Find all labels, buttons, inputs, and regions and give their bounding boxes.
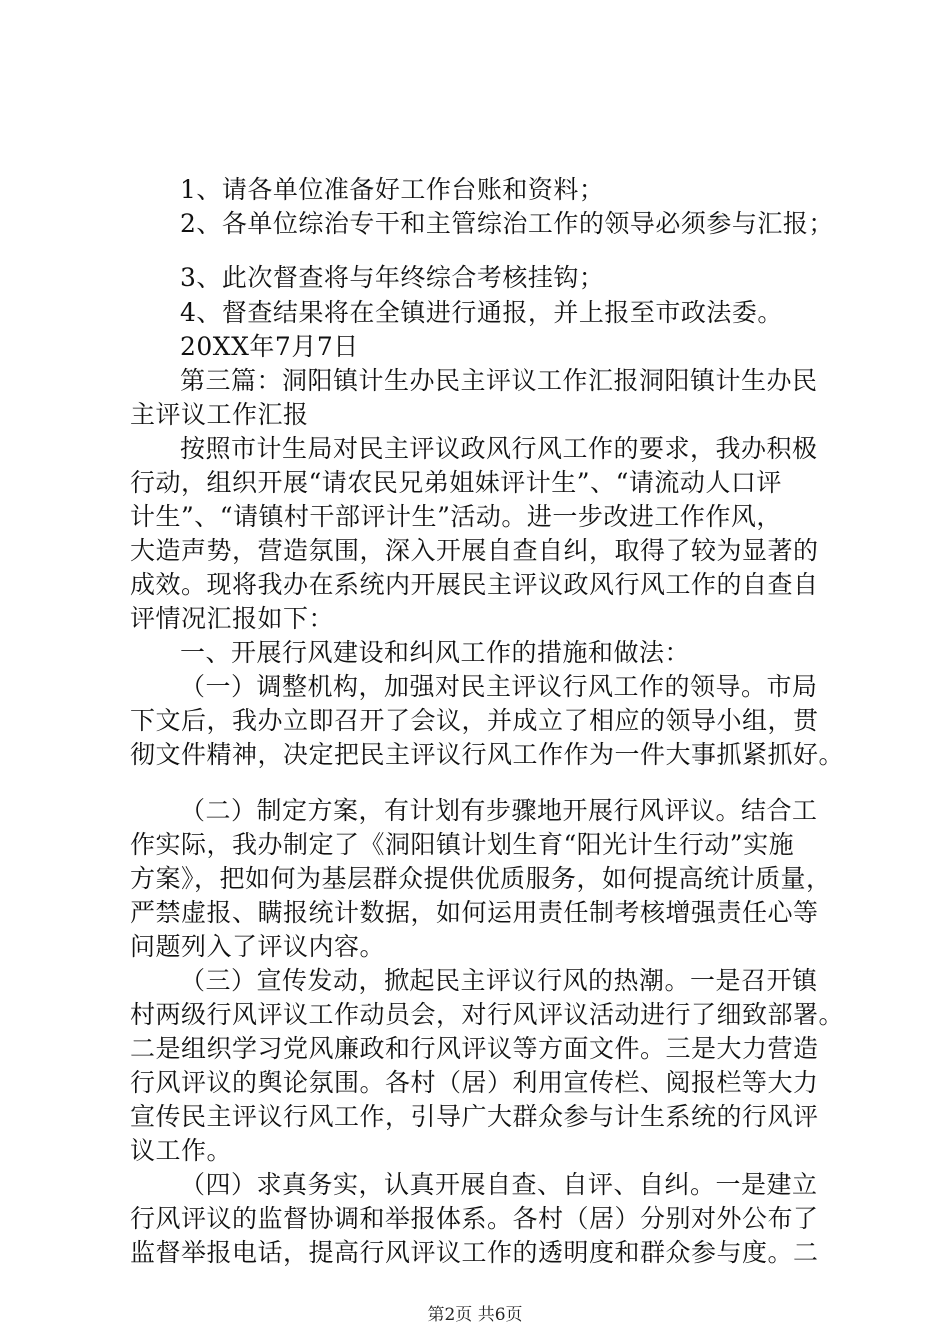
paragraph-5-line-3: 监督举报电话，提高行风评议工作的透明度和群众参与度。二	[130, 1238, 819, 1267]
paragraph-1-line-5: 成效。现将我办在系统内开展民主评议政风行风工作的自查自	[130, 570, 819, 599]
paragraph-1-line-6: 评情况汇报如下：	[130, 604, 335, 633]
text-line-4: 4、督查结果将在全镇进行通报，并上报至市政法委。	[180, 298, 783, 327]
paragraph-2-line-2: 下文后，我办立即召开了会议，并成立了相应的领导小组，贯	[130, 706, 819, 735]
paragraph-3-line-5: 问题列入了评议内容。	[130, 932, 386, 961]
paragraph-1-line-4: 大造声势，营造氛围，深入开展自查自纠，取得了较为显著的	[130, 536, 819, 565]
paragraph-4-line-4: 行风评议的舆论氛围。各村（居）利用宣传栏、阅报栏等大力	[130, 1068, 819, 1097]
text-line-2: 2、各单位综治专干和主管综治工作的领导必须参与汇报；	[180, 209, 834, 238]
paragraph-4-line-6: 议工作。	[130, 1136, 233, 1165]
section-heading-line-2: 主评议工作汇报	[130, 400, 309, 429]
subheading-line: 一、开展行风建设和纠风工作的措施和做法：	[180, 638, 691, 667]
paragraph-2-line-1: （一）调整机构，加强对民主评议行风工作的领导。市局	[180, 672, 818, 701]
paragraph-3-line-1: （二）制定方案，有计划有步骤地开展行风评议。结合工	[180, 796, 818, 825]
paragraph-1-line-1: 按照市计生局对民主评议政风行风工作的要求，我办积极	[180, 434, 818, 463]
paragraph-4-line-3: 二是组织学习党风廉政和行风评议等方面文件。三是大力营造	[130, 1034, 819, 1063]
paragraph-3-line-4: 严禁虚报、瞒报统计数据，如何运用责任制考核增强责任心等	[130, 898, 819, 927]
paragraph-5-line-1: （四）求真务实，认真开展自查、自评、自纠。一是建立	[180, 1170, 818, 1199]
paragraph-4-line-2: 村两级行风评议工作动员会，对行风评议活动进行了细致部署。	[130, 1000, 845, 1029]
text-line-1: 1、请各单位准备好工作台账和资料；	[180, 175, 605, 204]
paragraph-4-line-1: （三）宣传发动，掀起民主评议行风的热潮。一是召开镇	[180, 966, 818, 995]
date-line: 20XX年7月7日	[180, 332, 359, 361]
text-line-3: 3、此次督查将与年终综合考核挂钩；	[180, 263, 605, 292]
page-footer: 第2页 共6页	[427, 1305, 523, 1325]
paragraph-1-line-2: 行动，组织开展“请农民兄弟姐妹评计生”、“请流动人口评	[130, 468, 782, 497]
paragraph-3-line-3: 方案》，把如何为基层群众提供优质服务，如何提高统计质量，	[130, 864, 832, 893]
paragraph-5-line-2: 行风评议的监督协调和举报体系。各村（居）分别对外公布了	[130, 1204, 819, 1233]
paragraph-1-line-3: 计生”、“请镇村干部评计生”活动。进一步改进工作作风，	[130, 502, 782, 531]
paragraph-2-line-3: 彻文件精神，决定把民主评议行风工作作为一件大事抓紧抓好。	[130, 740, 845, 769]
section-heading-line-1: 第三篇：洞阳镇计生办民主评议工作汇报洞阳镇计生办民	[180, 366, 818, 395]
paragraph-3-line-2: 作实际，我办制定了《洞阳镇计划生育“阳光计生行动”实施	[130, 830, 795, 859]
paragraph-4-line-5: 宣传民主评议行风工作，引导广大群众参与计生系统的行风评	[130, 1102, 819, 1131]
